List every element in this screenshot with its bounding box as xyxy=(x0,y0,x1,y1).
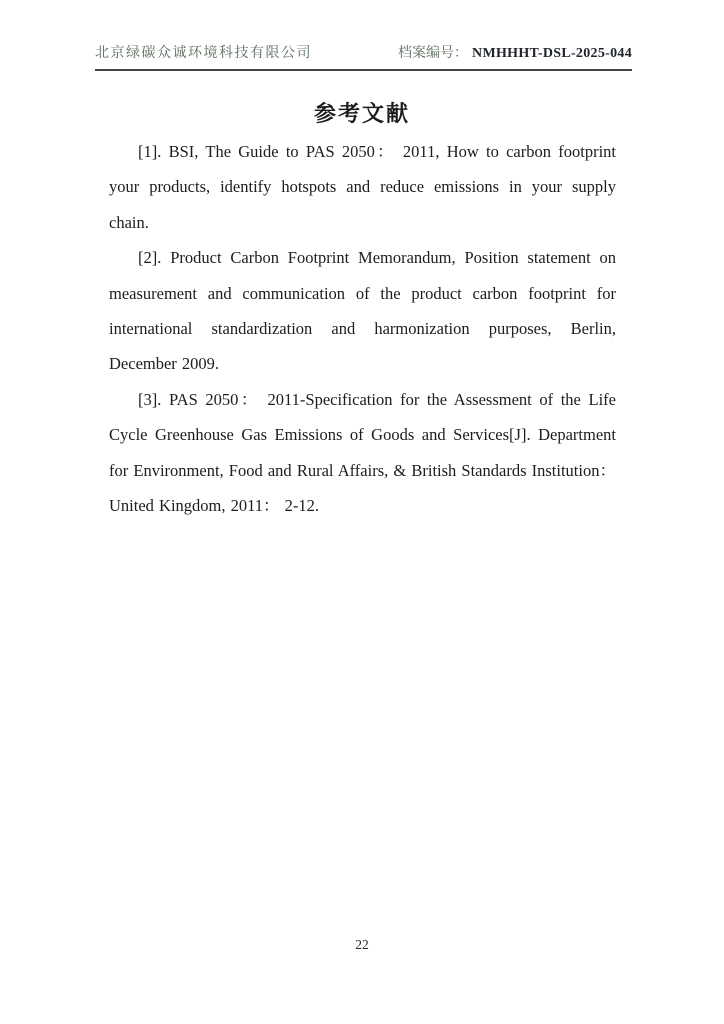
archive-label: 档案编号： xyxy=(398,46,469,61)
archive-id xyxy=(398,42,632,62)
references-list xyxy=(109,134,616,523)
archive-number: NMHHHT-DSL-2025-044 xyxy=(472,46,632,61)
page-title: 参考文献 xyxy=(313,101,410,126)
page-header xyxy=(95,42,632,71)
reference-item: [2]. Product Carbon Footprint Memorandum, Position statement on measurement and communication of the product carbon footprint for international standardization and harmonization purposes, Berlin, December 2009. xyxy=(109,248,616,374)
company-name: 北京绿碳众诚环境科技有限公司 xyxy=(95,46,312,61)
reference-item: [3]. PAS 2050： 2011-Specification for the Assessment of the Life Cycle Greenhouse Gas Emissions of Goods and Services[J]. Department for Environment, Food and Rural Affairs, & British Standards Institution： United Kingdom, 2011： 2-12. xyxy=(109,389,616,516)
reference-item: [1]. BSI, The Guide to PAS 2050： 2011, How to carbon footprint your products, identify hotspots and reduce emissions in your supply chain. xyxy=(109,142,616,232)
page-number: 22 xyxy=(355,937,369,952)
